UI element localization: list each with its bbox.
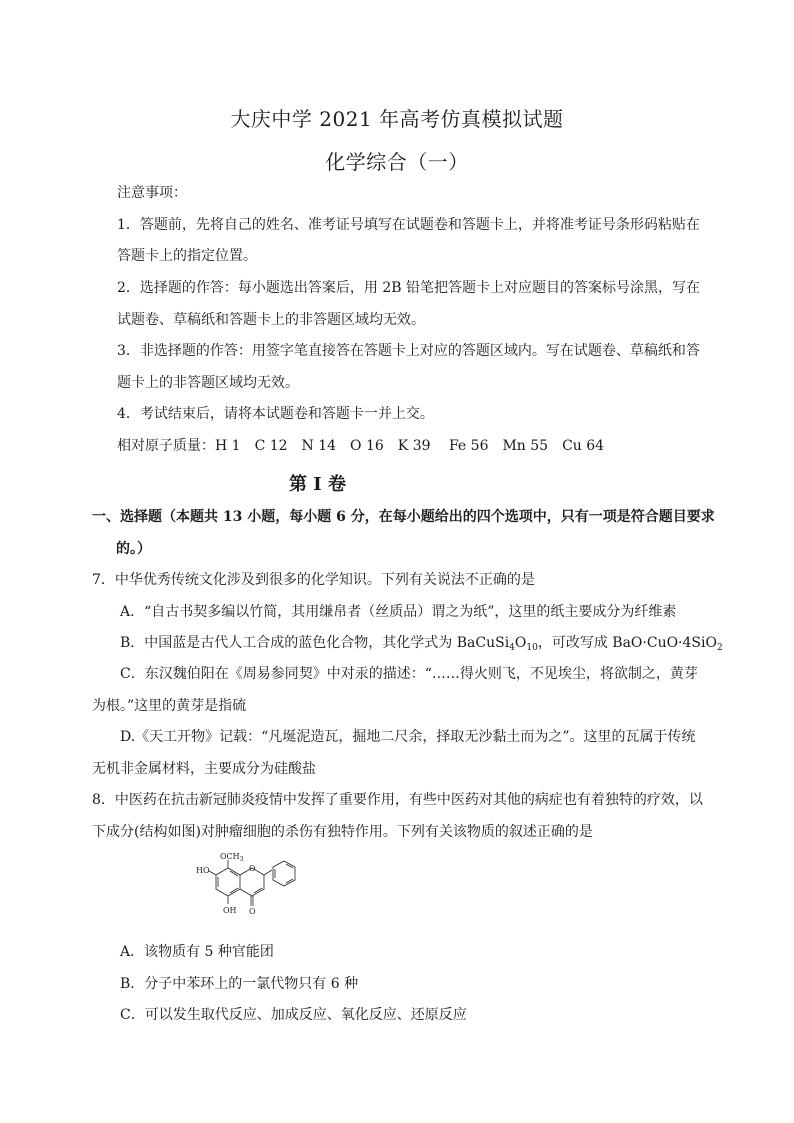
notice-item-1-line-1: 1．答题前，先将自己的姓名、准考证号填写在试题卷和答题卡上，并将准考证号条形码粘贴在 xyxy=(117,217,700,233)
question-8-option-b: B．分子中苯环上的一氯代物只有 6 种 xyxy=(120,976,359,992)
question-7-option-a: A．“自古书契多编以竹简，其用缣帛者（丝质品）谓之为纸”，这里的纸主要成分为纤维素 xyxy=(120,604,677,620)
exam-title: 大庆中学 2021 年高考仿真模拟试题 xyxy=(230,107,564,131)
svg-text:OCH3: $OCH_3$ xyxy=(220,852,244,863)
question-7-stem: 7．中华优秀传统文化涉及到很多的化学知识。下列有关说法不正确的是 xyxy=(92,572,535,588)
section-juan-heading: 第 I 卷 xyxy=(289,474,346,495)
notice-item-3-line-1: 3．非选择题的作答：用签字笔直接答在答题卡上对应的答题区域内。写在试题卷、草稿纸和答 xyxy=(117,343,700,359)
atomic-mass-line: 相对原子质量：H 1 C 12 N 14 O 16 K 39 Fe 56 Mn 55 Cu 64 xyxy=(117,438,605,454)
notice-item-2-line-2: 试题卷、草稿纸和答题卡上的非答题区域均无效。 xyxy=(117,312,425,328)
question-8-stem-line-1: 8．中医药在抗击新冠肺炎疫情中发挥了重要作用，有些中医药对其他的病症也有着独特的疗效，以 xyxy=(92,792,703,808)
ho-label: HO xyxy=(196,866,210,875)
carbonyl-oxygen-label: O xyxy=(249,907,256,916)
notice-item-1-line-2: 答题卡上的指定位置。 xyxy=(117,248,257,264)
question-7-option-c-line-1: C．东汉魏伯阳在《周易参同契》中对汞的描述：“……得火则飞，不见埃尘，将欲制之，黄芽 xyxy=(120,666,698,682)
ring-b xyxy=(273,861,295,886)
question-7-option-c-line-2: 为根。”这里的黄芽是指硫 xyxy=(92,698,247,714)
notice-item-2-line-1: 2．选择题的作答：每小题选出答案后，用 2B 铅笔把答题卡上对应题目的答案标号涂黑，写在 xyxy=(117,280,701,296)
ring-oxygen-label: O xyxy=(249,864,256,873)
notice-item-3-line-2: 题卡上的非答题区域均无效。 xyxy=(117,375,299,391)
question-8-option-a: A．该物质有 5 种官能团 xyxy=(120,944,274,960)
question-8-option-c: C．可以发生取代反应、加成反应、氧化反应、还原反应 xyxy=(120,1007,467,1023)
question-7-option-d-line-2: 无机非金属材料，主要成分为硅酸盐 xyxy=(92,761,316,777)
flavone-structure-diagram xyxy=(192,852,322,926)
notice-heading: 注意事项： xyxy=(117,185,187,201)
och3-label: OCH xyxy=(220,852,240,861)
section-intro-line-1: 一、选择题（本题共 13 小题，每小题 6 分，在每小题给出的四个选项中，只有一项是符合题目要求 xyxy=(92,509,715,525)
question-7-option-d-line-1: D.《天工开物》记载：“凡埏泥造瓦，掘地二尺余，择取无沙黏土而为之”。这里的瓦属于传统 xyxy=(120,729,696,745)
section-intro-line-2: 的。） xyxy=(116,541,151,557)
notice-item-4: 4．考试结束后，请将本试题卷和答题卡一并上交。 xyxy=(117,406,434,422)
question-8-stem-line-2: 下成分(结构如图)对肿瘤细胞的杀伤有独特作用。下列有关该物质的叙述正确的是 xyxy=(92,824,593,840)
exam-subtitle: 化学综合（一） xyxy=(325,150,469,174)
oh-label: OH xyxy=(223,906,237,915)
ring-a xyxy=(216,868,240,896)
question-7-option-b: B．中国蓝是古代人工合成的蓝色化合物，其化学式为 $BaCuSi_4O_{10}$，可改写成 BaO·CuO·4SiO$_2$ xyxy=(120,635,723,653)
